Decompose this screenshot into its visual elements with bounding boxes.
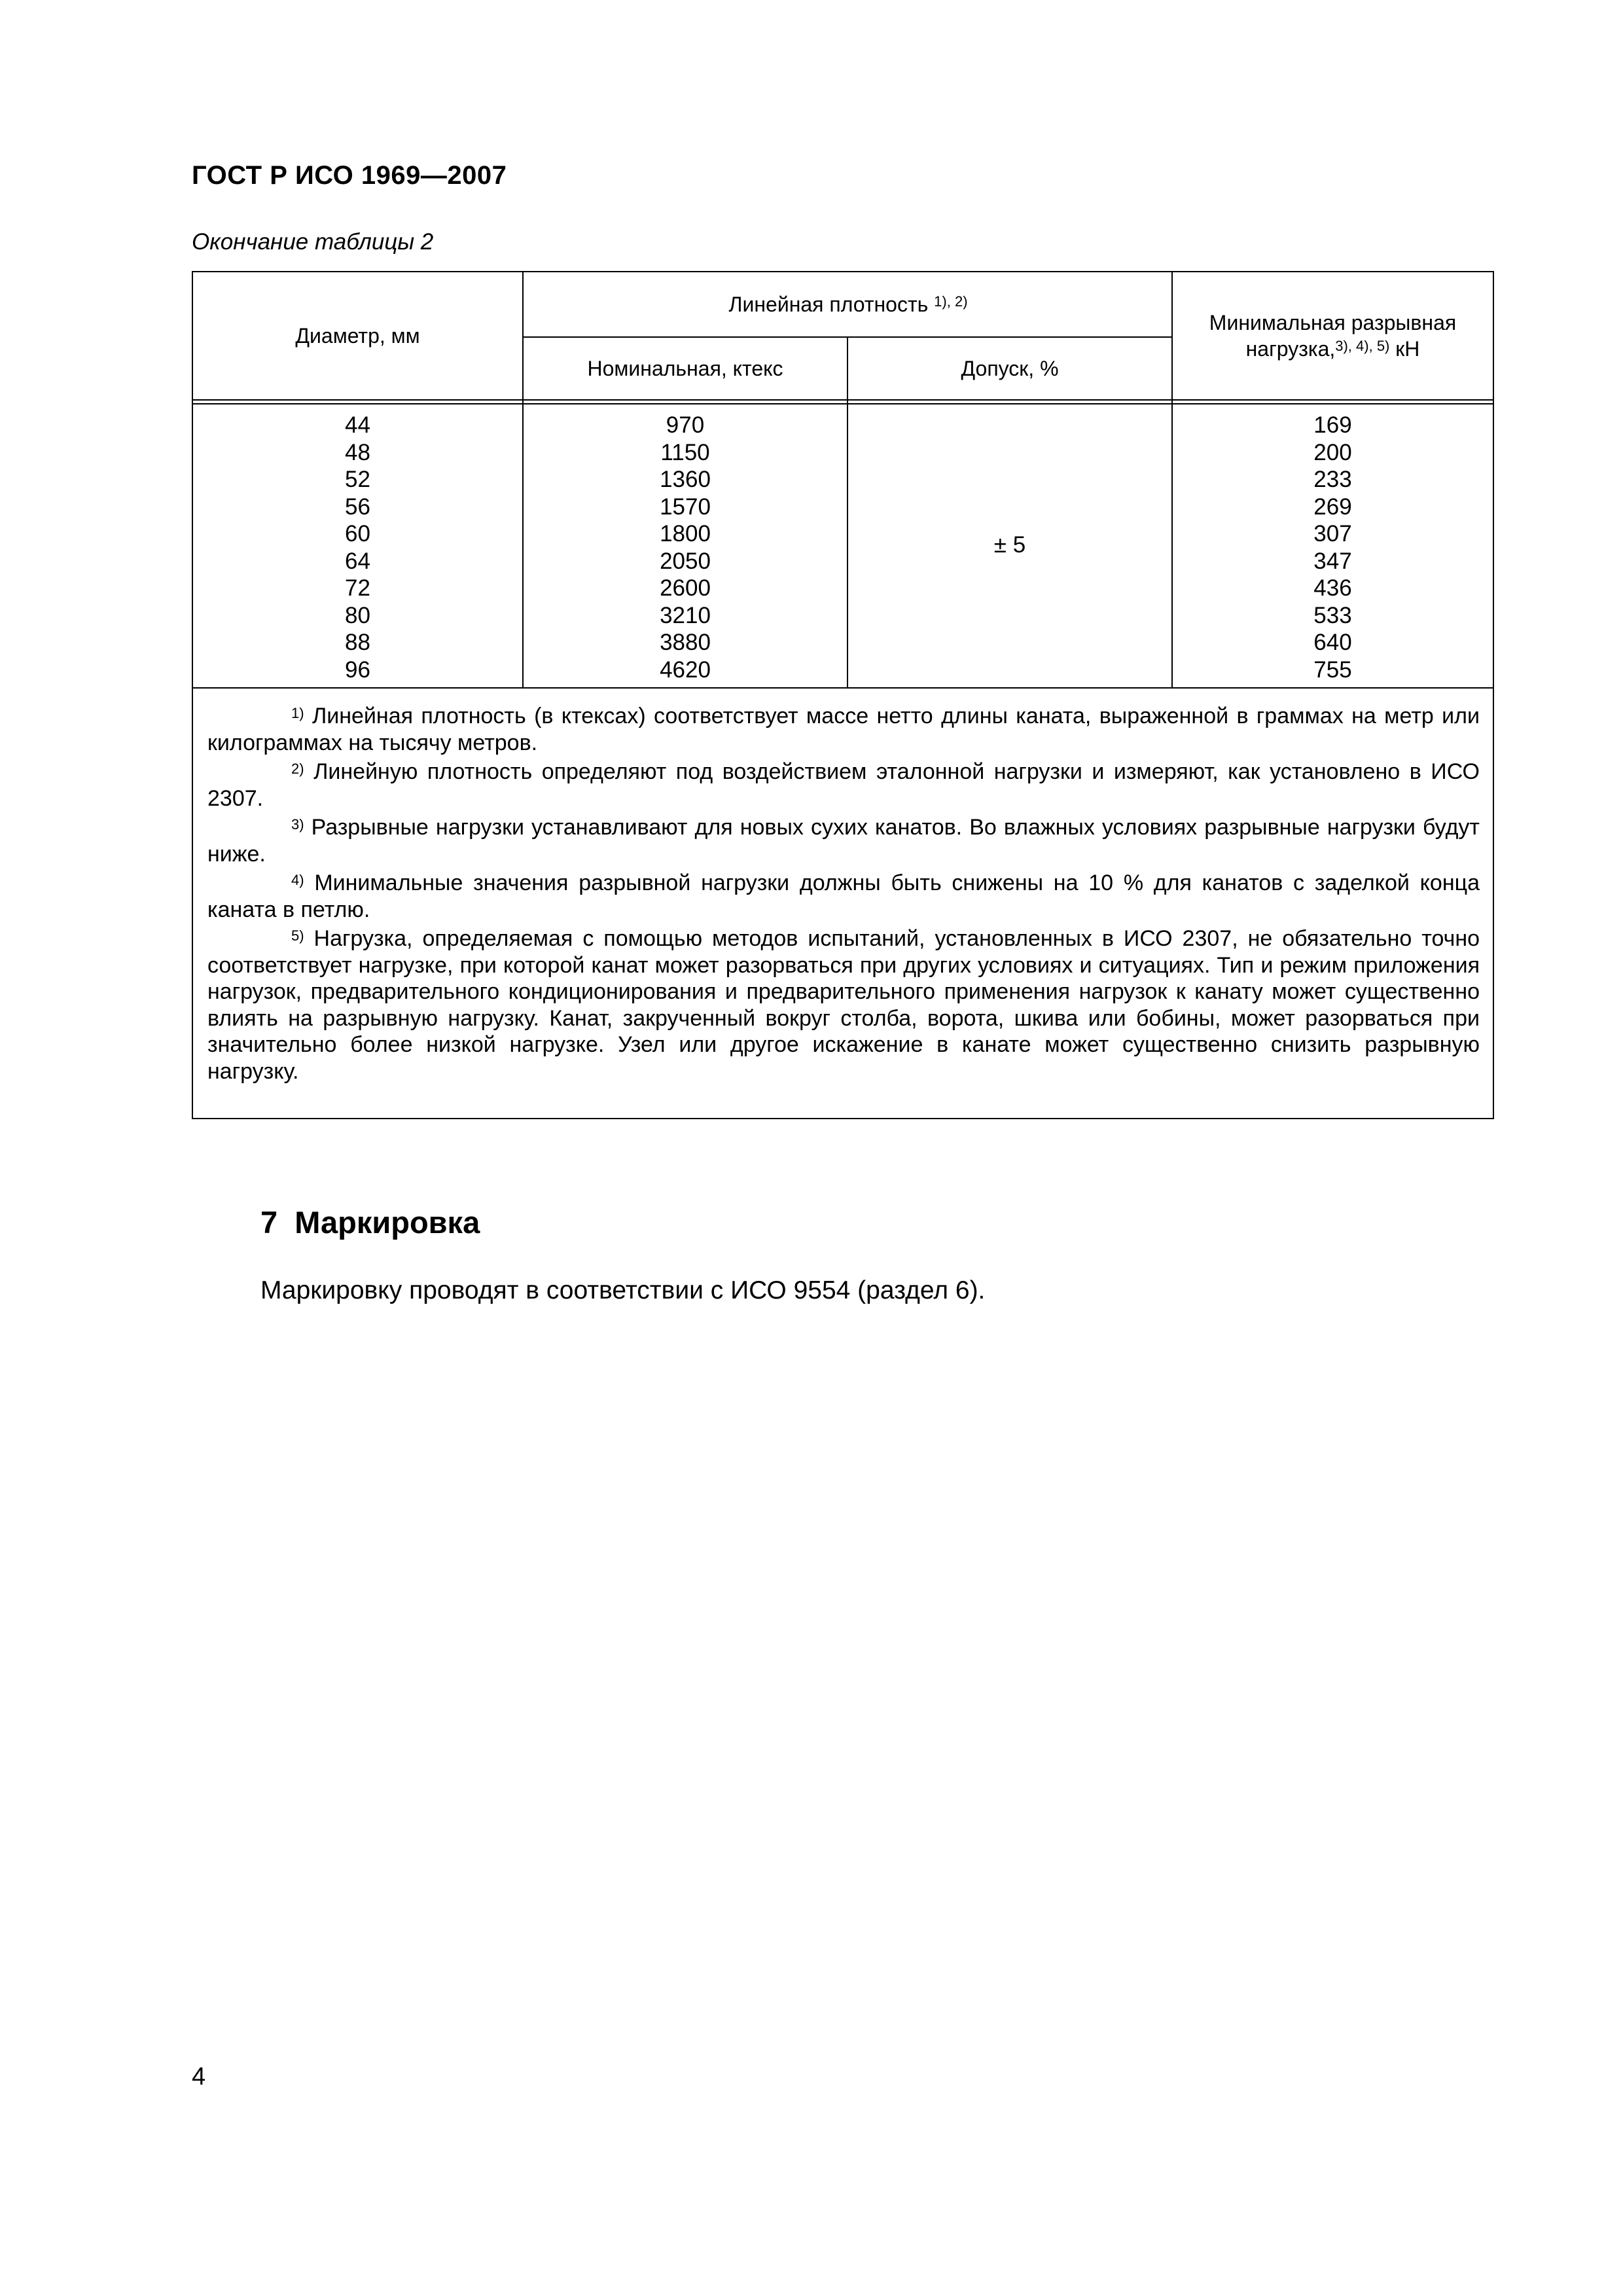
diameter-column (193, 412, 522, 683)
nominal-cell: 4620 (660, 656, 711, 683)
page-number: 4 (192, 2063, 206, 2090)
min-load-cell: 233 (1313, 467, 1352, 492)
nominal-cell: 1570 (660, 493, 711, 520)
nominal-cell: 2600 (660, 575, 711, 601)
footnote-1: $^{1)}$ Линейная плотность (в ктексах) соответствует массе нетто длины каната, выраженной в граммах на метр или килограммах на тысячу метров. (207, 704, 1480, 755)
tolerance-cell: ± 5 (993, 532, 1026, 558)
nominal-cell: 3880 (660, 630, 711, 655)
document-id: ГОСТ Р ИСО 1969—2007 (192, 161, 507, 190)
footnote-3: $^{3)}$ Разрывные нагрузки устанавливают для новых сухих канатов. Во влажных условиях разрывные нагрузки будут ниже. (207, 815, 1480, 867)
diameter-cell: 96 (345, 656, 370, 683)
header-bottom-rule-2 (193, 403, 1493, 404)
diameter-cell: 56 (345, 493, 370, 520)
footnote-5: $^{5)}$ Нагрузка, определяемая с помощью методов испытаний, установленных в ИСО 2307, не обязательно точно соответствует нагрузке, при которой канат может разорваться при других условиях и ситуациях. Тип и режим приложения нагрузок, предварительного кондиционирования и предварительного применения нагрузок к канату может существенно влиять на разрывную нагрузку. Канат, закрученный вокруг столба, ворота, шкива или бобины, может разорваться при значительно более низкой нагрузке. Узел или другое искажение в канате может существенно снизить разрывную нагрузку. (207, 926, 1480, 1084)
nominal-cell: 1800 (660, 521, 711, 547)
min-load-cell: 347 (1313, 548, 1352, 574)
diameter-cell: 52 (345, 467, 370, 492)
nominal-cell: 1150 (660, 439, 710, 465)
diameter-cell: 88 (345, 630, 370, 655)
header-tolerance: Допуск, % (961, 357, 1059, 380)
min-load-cell: 533 (1313, 602, 1352, 628)
header-bottom-rule (193, 399, 1493, 401)
data-table (192, 271, 1494, 1119)
min-load-cell: 436 (1313, 575, 1352, 601)
min-load-cell: 269 (1313, 493, 1352, 520)
nominal-cell: 1360 (660, 467, 711, 492)
diameter-cell: 80 (345, 602, 370, 628)
nominal-cell: 3210 (660, 602, 711, 628)
min-load-refs: 3), 4), 5) (1335, 338, 1390, 354)
body-bottom-rule (193, 687, 1493, 689)
table-caption: Окончание таблицы 2 (192, 229, 434, 255)
section-7-body: Маркировку проводят в соответствии с ИСО 9554 (раздел 6). (260, 1276, 986, 1304)
min-load-cell: 200 (1313, 439, 1352, 465)
nominal-cell: 2050 (660, 548, 711, 574)
min-load-cell: 169 (1313, 412, 1352, 438)
header-min-breaking-load: Минимальная разрывная нагрузка,$^{3), 4), 5)}$ кН (1209, 311, 1457, 361)
header-nominal: Номинальная, ктекс (587, 357, 783, 380)
min-load-cell: 640 (1313, 630, 1352, 655)
min-load-column (1173, 412, 1493, 683)
nominal-cell: 970 (666, 412, 705, 438)
footnote-2: $^{2)}$ Линейную плотность определяют под воздействием эталонной нагрузки и измеряют, как установлено в ИСО 2307. (207, 759, 1480, 811)
diameter-cell: 44 (345, 412, 370, 438)
table-footnotes (207, 703, 1480, 1087)
section-7-title: 7 Маркировка (260, 1205, 480, 1240)
footnote-4: $^{4)}$ Минимальные значения разрывной нагрузки должны быть снижены на 10 % для канатов с заделкой конца каната в петлю. (207, 870, 1480, 922)
diameter-cell: 72 (345, 575, 370, 601)
min-load-cell: 755 (1313, 656, 1352, 683)
diameter-cell: 64 (345, 548, 370, 574)
diameter-cell: 60 (345, 521, 370, 547)
header-diameter: Диаметр, мм (295, 324, 420, 348)
header-linear-density: Линейная плотность $^{1), 2)}$ (524, 272, 1173, 336)
min-load-cell: 307 (1313, 521, 1352, 547)
nominal-column (524, 412, 847, 683)
linear-density-refs: 1), 2) (934, 293, 968, 310)
diameter-cell: 48 (345, 439, 370, 465)
